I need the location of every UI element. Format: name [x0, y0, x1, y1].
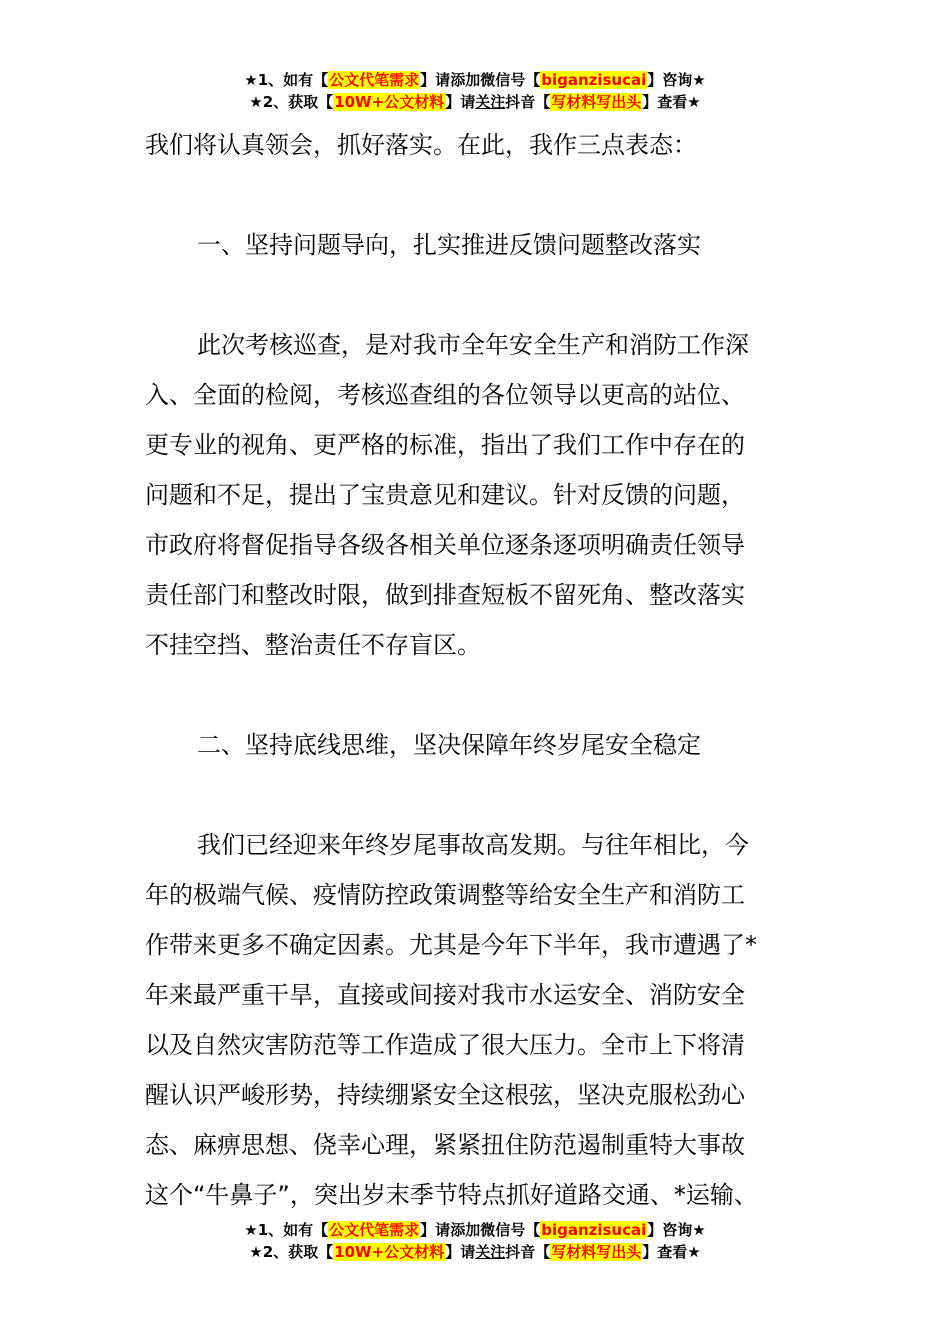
document-body — [145, 120, 807, 1220]
paragraph-line: 责任部门和整改时限，做到排查短板不留死角、整改落实 — [145, 581, 745, 609]
paragraph-line: 问题和不足，提出了宝贵意见和建议。针对反馈的问题， — [145, 481, 745, 509]
paragraph-line: 年的极端气候、疫情防控政策调整等给安全生产和消防工 — [145, 881, 745, 909]
highlight-douyin: 写材料写出头 — [551, 1243, 642, 1261]
paragraph-line: 作带来更多不确定因素。尤其是今年下半年，我市遭遇了* — [145, 931, 757, 959]
highlight-materials: 10W+公文材料 — [334, 93, 445, 111]
highlight-service: 公文代笔需求 — [329, 1221, 420, 1239]
paragraph-line: 此次考核巡查，是对我市全年安全生产和消防工作深 — [197, 331, 749, 359]
paragraph-line: 态、麻痹思想、侥幸心理，紧紧扭住防范遏制重特大事故 — [145, 1131, 745, 1159]
paragraph-line: 入、全面的检阅，考核巡查组的各位领导以更高的站位、 — [145, 381, 745, 409]
paragraph-line: 市政府将督促指导各级各相关单位逐条逐项明确责任领导 — [145, 531, 745, 559]
paragraph-line: 年来最严重干旱，直接或间接对我市水运安全、消防安全 — [145, 981, 745, 1009]
footer-banner — [0, 1219, 950, 1263]
banner-line-1: ★1、如有【公文代笔需求】请添加微信号【biganzisucai】咨询★ — [244, 1221, 706, 1239]
highlight-materials: 10W+公文材料 — [334, 1243, 445, 1261]
paragraph-line: 不挂空挡、整治责任不存盲区。 — [145, 631, 481, 659]
banner-line-2: ★2、获取【10W+公文材料】请关注抖音【写材料写出头】查看★ — [249, 93, 701, 111]
banner-line-2: ★2、获取【10W+公文材料】请关注抖音【写材料写出头】查看★ — [249, 1243, 701, 1261]
paragraph-line: 我们将认真领会，抓好落实。在此，我作三点表态： — [145, 131, 697, 159]
paragraph-line: 我们已经迎来年终岁尾事故高发期。与往年相比，今 — [197, 831, 749, 859]
section-heading-1: 一、坚持问题导向，扎实推进反馈问题整改落实 — [197, 231, 701, 259]
highlight-douyin: 写材料写出头 — [551, 93, 642, 111]
highlight-wechat-id: biganzisucai — [541, 71, 647, 89]
paragraph-line: 这个“牛鼻子”，突出岁末季节特点抓好道路交通、*运输、 — [145, 1181, 758, 1209]
banner-line-1: ★1、如有【公文代笔需求】请添加微信号【biganzisucai】咨询★ — [244, 71, 706, 89]
highlight-wechat-id: biganzisucai — [541, 1221, 647, 1239]
header-banner — [0, 69, 950, 113]
section-heading-2: 二、坚持底线思维，坚决保障年终岁尾安全稳定 — [197, 731, 701, 759]
paragraph-line: 醒认识严峻形势，持续绷紧安全这根弦，坚决克服松劲心 — [145, 1081, 745, 1109]
highlight-service: 公文代笔需求 — [329, 71, 420, 89]
paragraph-line: 更专业的视角、更严格的标准，指出了我们工作中存在的 — [145, 431, 745, 459]
paragraph-line: 以及自然灾害防范等工作造成了很大压力。全市上下将清 — [145, 1031, 745, 1059]
